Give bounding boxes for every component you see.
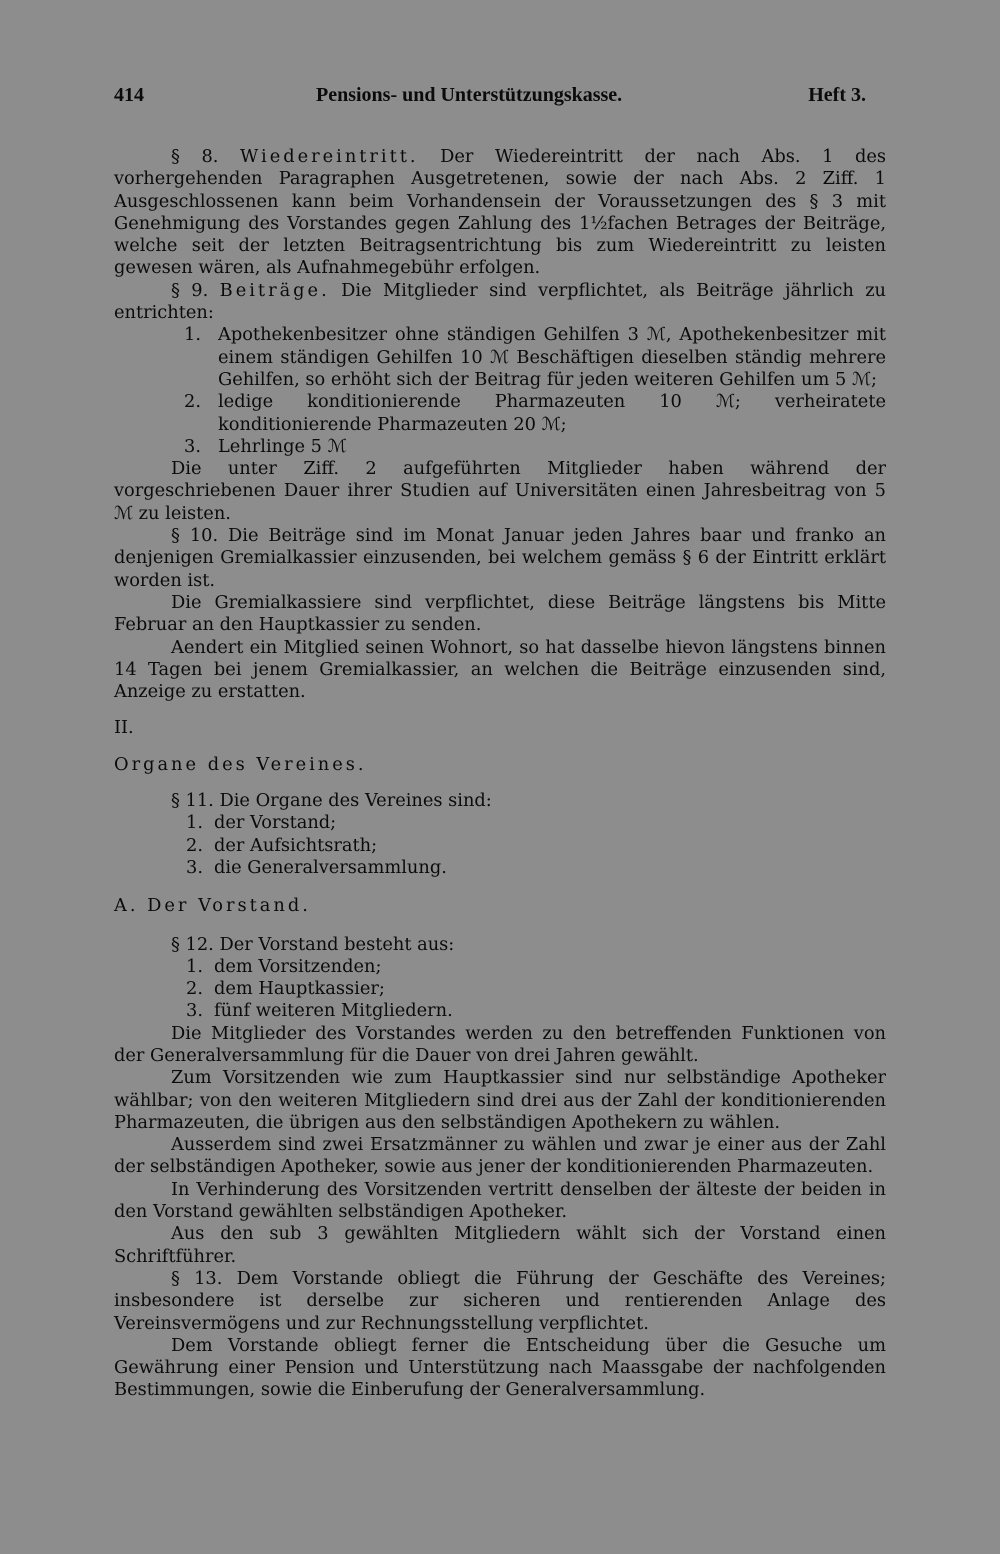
section-mark: § 9. <box>171 279 209 301</box>
list-text: Lehrlinge 5 ℳ <box>218 435 347 457</box>
running-header <box>114 84 866 114</box>
list-text: der Vorstand; <box>214 812 337 834</box>
list-number: 2. <box>186 978 203 1000</box>
list-item <box>186 1000 886 1022</box>
board-list <box>114 956 886 1023</box>
paragraph-12-e: Aus den sub 3 gewählten Mitgliedern wählt sich der Vorstand einen Schriftführer. <box>114 1223 886 1267</box>
spacer <box>114 879 886 895</box>
list-item <box>186 978 886 1000</box>
paragraph-9-note: Die unter Ziff. 2 aufgeführten Mitglieder haben während der vorgeschriebenen Dauer ihrer Studien auf Universitäten einen Jahresbeitrag von 5 ℳ zu leisten. <box>114 458 886 524</box>
paragraph-12-a: Die Mitglieder des Vorstandes werden zu den betreffenden Funktionen von der Generalversammlung für die Dauer von drei Jahren gewählt. <box>114 1022 886 1066</box>
section-heading: Wiedereintritt. <box>240 146 419 167</box>
list-text: der Aufsichtsrath; <box>214 834 378 856</box>
spacer <box>114 703 886 717</box>
list-text: Apothekenbesitzer ohne ständigen Gehilfen 3 ℳ, Apothekenbesitzer mit einem ständigen Gehilfen 10 ℳ Beschäftigen dieselben ständig mehrere Gehilfen, so erhöht sich der Beitrag für jeden weiteren Gehilfen um 5 ℳ; <box>218 324 886 390</box>
running-title: Pensions- und Unterstützungskasse. <box>316 84 623 106</box>
list-item <box>184 436 886 458</box>
list-text: die Generalversammlung. <box>214 856 447 878</box>
list-text: ledige konditionierende Pharmazeuten 10 ℳ; verheiratete konditionierende Pharmazeuten 20 ℳ; <box>218 391 886 435</box>
section-mark: § 8. <box>171 146 219 167</box>
paragraph-11: § 11. Die Organe des Vereines sind: <box>171 790 492 812</box>
list-item <box>186 857 886 879</box>
list-number: 1. <box>186 955 203 977</box>
document-body <box>114 146 886 1402</box>
paragraph-text: Der Wiedereintritt der nach Abs. 1 des vorhergehenden Paragraphen Ausgetretenen, sowie der nach Abs. 2 Ziff. 1 Ausgeschlossenen kann beim Vorhandensein der Voraussetzungen des § 3 mit Genehmigung des Vorstandes gegen Zahlung des 1½fachen Betrages der Beiträge, welche seit der letzten Beitragsentrichtung bis zum Wiedereintritt zu leisten gewesen wären, als Aufnahmegebühr erfolgen. <box>114 146 887 279</box>
spacer <box>114 776 886 790</box>
paragraph-13: § 13. Dem Vorstande obliegt die Führung der Geschäfte des Vereines; insbesondere ist derselbe zur sicheren und rentierenden Anlage des Vereinsvermögens und zur Rechnungsstellung verpflichtet. <box>114 1267 886 1334</box>
organs-list <box>114 812 886 879</box>
list-number: 3. <box>186 856 203 878</box>
list-number: 3. <box>186 1000 203 1022</box>
list-item <box>186 956 886 978</box>
section-heading: Beiträge. <box>219 279 330 301</box>
spacer <box>114 918 886 934</box>
page-number: 414 <box>114 84 144 106</box>
paragraph-13-b: Dem Vorstande obliegt ferner die Entscheidung über die Gesuche um Gewährung einer Pension und Unterstützung nach Maassgabe der nachfolgenden Bestimmungen, sowie die Einberufung der Generalversammlung. <box>114 1334 886 1401</box>
paragraph-9 <box>114 280 886 325</box>
list-item <box>186 835 886 857</box>
paragraph-10-c: Aendert ein Mitglied seinen Wohnort, so hat dasselbe hievon längstens binnen 14 Tagen bei jenem Gremialkassier, an welchen die Beiträge einzusenden sind, Anzeige zu erstatten. <box>114 636 886 703</box>
paragraph-text: Die Mitglieder sind verpflichtet, als Beiträge jährlich zu entrichten: <box>114 279 887 324</box>
list-number: 1. <box>184 324 201 346</box>
section-numeral: II. <box>114 717 134 739</box>
paragraph-12-d: In Verhinderung des Vorsitzenden vertritt denselben der älteste der beiden in den Vorstand gewählten selbständigen Apotheker. <box>114 1178 886 1223</box>
issue-label: Heft 3. <box>808 84 866 106</box>
list-item <box>184 391 886 436</box>
paragraph-12-b: Zum Vorsitzenden wie zum Hauptkassier sind nur selbständige Apotheker wählbar; von den weiteren Mitgliedern sind drei aus der Zahl der konditionierenden Pharmazeuten, die übrigen aus den selbständigen Apothekern zu wählen. <box>114 1067 886 1133</box>
list-number: 2. <box>184 391 201 413</box>
list-item <box>186 812 886 834</box>
list-text: dem Hauptkassier; <box>214 978 385 1000</box>
paragraph-10: § 10. Die Beiträge sind im Monat Januar jeden Jahres baar und franko an denjenigen Gremialkassier einzusenden, bei welchem gemäss § 6 der Eintritt erklärt worden ist. <box>114 525 886 591</box>
paragraph-12: § 12. Der Vorstand besteht aus: <box>171 933 455 955</box>
spacer <box>114 740 886 754</box>
section-title: Organe des Vereines. <box>114 753 367 775</box>
paragraph-8 <box>114 146 886 280</box>
subsection-title: A. Der Vorstand. <box>114 895 311 917</box>
paragraph-10-b: Die Gremialkassiere sind verpflichtet, diese Beiträge längstens bis Mitte Februar an den Hauptkassier zu senden. <box>114 591 886 636</box>
list-number: 3. <box>184 435 201 457</box>
list-number: 2. <box>186 834 203 856</box>
paragraph-12-c: Ausserdem sind zwei Ersatzmänner zu wählen und zwar je einer aus der Zahl der selbständigen Apotheker, sowie aus jener der konditionierenden Pharmazeuten. <box>114 1134 886 1178</box>
list-text: fünf weiteren Mitgliedern. <box>214 1000 453 1022</box>
list-number: 1. <box>186 812 203 834</box>
list-text: dem Vorsitzenden; <box>214 955 382 977</box>
list-item <box>184 324 886 391</box>
contribution-list <box>114 324 886 458</box>
